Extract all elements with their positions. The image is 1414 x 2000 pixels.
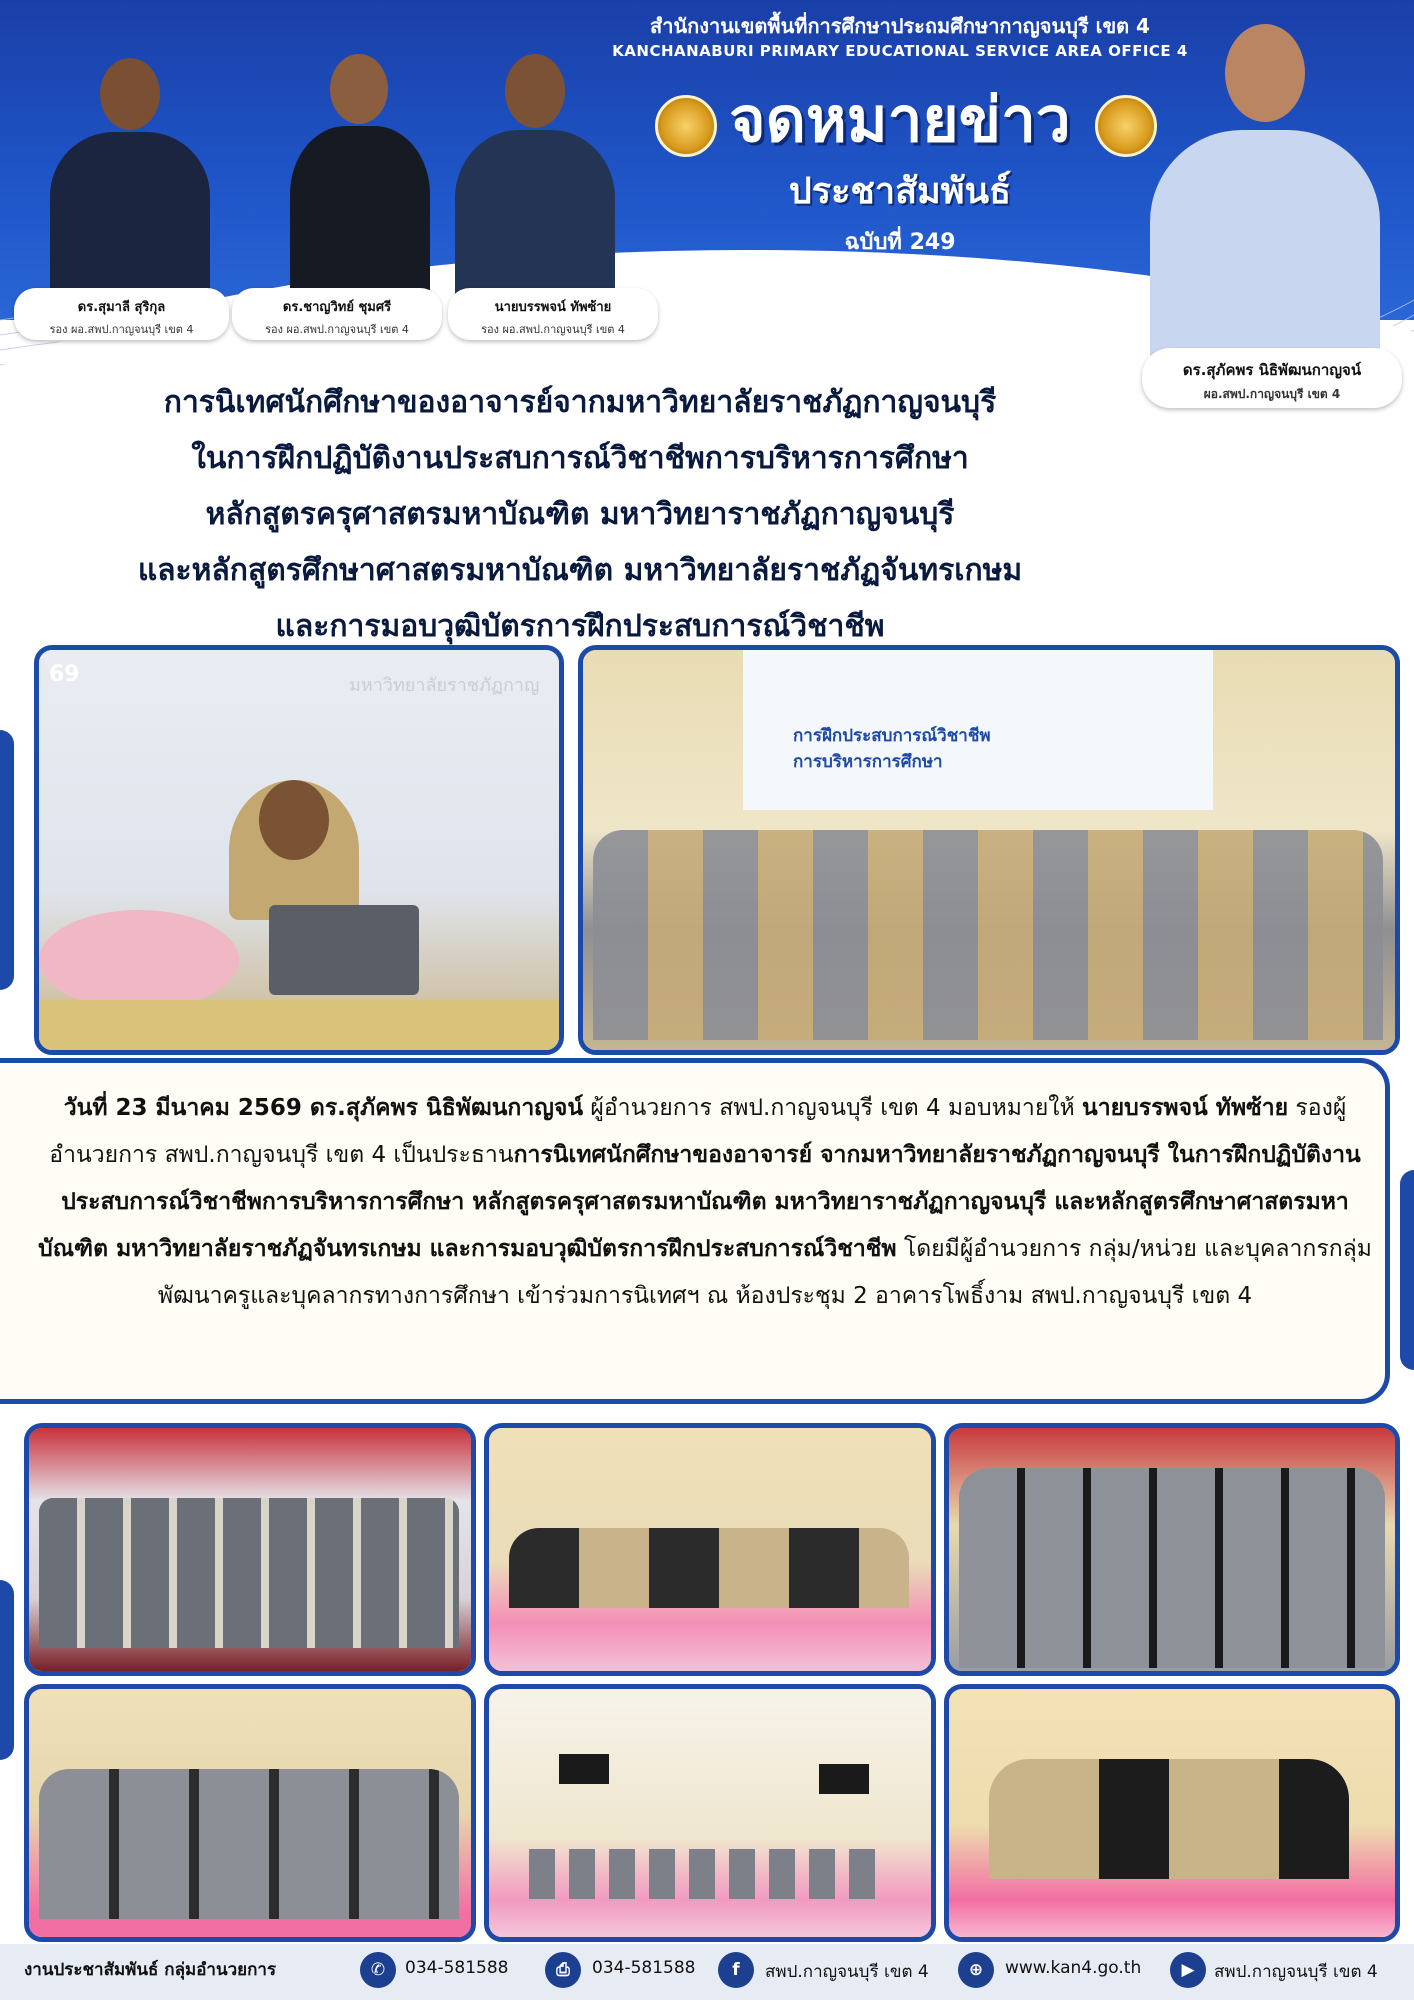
body-part1: ผู้อำนวยการ สพป.กาญจนบุรี เขต 4 มอบหมายให้	[583, 1095, 1075, 1121]
footer	[0, 1944, 1414, 2000]
portrait-deputy-1	[50, 50, 210, 290]
newsletter-subtitle: ประชาสัมพันธ์	[788, 171, 1012, 212]
slide-title: การฝึกประสบการณ์วิชาชีพ	[793, 726, 991, 746]
laptop-icon	[269, 905, 419, 995]
photo-meeting-3	[944, 1684, 1400, 1942]
side-tab-left-2	[0, 1580, 14, 1760]
body-topic-bold: การนิเทศนักศึกษาของอาจารย์ จากมหาวิทยาลัยราชภัฏกาญจนบุรี ในการฝึกปฏิบัติงานประสบการณ์วิชาชีพการบริหารการศึกษา หลักสูตรครุศาสตรมหาบัณฑิต มหาวิทยาราชภัฏกาญจนบุรี และหลักสูตรศึกษาศาสตรมหาบัณฑิต มหาวิทยาลัยราชภัฏจันทรเกษม และการมอบวุฒิบัตรการฝึกประสบการณ์วิชาชีพ	[38, 1142, 1361, 1262]
person-name: ดร.สุภัคพร นิธิพัฒนกาญจน์	[1182, 361, 1362, 379]
namecard-deputy-3	[448, 288, 658, 340]
side-tab-left	[0, 730, 14, 990]
footer-unit: งานประชาสัมพันธ์ กลุ่มอำนวยการ	[24, 1960, 277, 1980]
portrait-deputy-2	[290, 50, 430, 290]
certificate-recipients	[39, 1498, 459, 1648]
group-of-people	[593, 830, 1383, 1040]
footer-website[interactable]: www.kan4.go.th	[1005, 1958, 1142, 1978]
screen-caption: มหาวิทยาลัยราชภัฏกาญ	[349, 675, 540, 696]
portrait-director	[1150, 20, 1380, 350]
photo-certificates	[24, 1423, 476, 1676]
tv-screen-right	[819, 1764, 869, 1794]
body-text-box	[0, 1058, 1390, 1404]
tv-screen-left	[559, 1754, 609, 1784]
footer-fax: 034-581588	[592, 1958, 696, 1978]
globe-icon[interactable]: ⊕	[958, 1952, 994, 1988]
body-part2: รองผู้อำนวยการ สพป.กาญจนบุรี เขต 4 เป็นประธาน	[49, 1095, 1347, 1168]
portrait-deputy-3	[455, 50, 615, 290]
issue-date: วันที่ 23 มีนาคม 2569	[786, 268, 1014, 293]
issue-number: ฉบับที่ 249	[844, 230, 956, 255]
person-name: ดร.สุมาลี สุริกุล	[77, 300, 166, 315]
namecard-deputy-1	[14, 288, 229, 340]
facebook-icon[interactable]: f	[718, 1952, 754, 1988]
person-name: นายบรรพจน์ ทัพซ้าย	[494, 300, 612, 315]
official-head	[259, 780, 329, 860]
footer-youtube[interactable]: สพป.กาญจนบุรี เขต 4	[1214, 1962, 1378, 1982]
person-role: รอง ผอ.สพป.กาญจนบุรี เขต 4	[481, 323, 625, 336]
person-role: รอง ผอ.สพป.กาญจนบุรี เขต 4	[265, 323, 409, 336]
fax-icon: ⎙	[545, 1952, 581, 1988]
photo-students	[944, 1423, 1400, 1676]
newsletter-title: จดหมายข่าว	[729, 83, 1071, 156]
footer-phone: 034-581588	[405, 1958, 509, 1978]
flower-arrangement	[39, 910, 239, 1010]
body-part3: โดยมีผู้อำนวยการ กลุ่ม/หน่วย และบุคลากรกลุ่มพัฒนาครูและบุคลากรทางการศึกษา เข้าร่วมการนิเทศฯ ณ ห้องประชุม 2 อาคารโพธิ์งาม สพป.กาญจนบุรี เขต 4	[157, 1236, 1372, 1309]
student-group	[959, 1468, 1385, 1668]
office-name-th: สำนักงานเขตพื้นที่การศึกษาประถมศึกษากาญจนบุรี เขต 4	[650, 14, 1150, 38]
person-role: ผอ.สพป.กาญจนบุรี เขต 4	[1203, 387, 1341, 401]
phone-icon: ✆	[360, 1952, 396, 1988]
headline-line: การนิเทศนักศึกษาของอาจารย์จากมหาวิทยาลัยราชภัฏกาญจนบุรี	[163, 385, 997, 420]
projection-screen	[743, 650, 1213, 810]
headline-line: และการมอบวุฒิบัตรการฝึกประสบการณ์วิชาชีพ	[275, 609, 885, 644]
side-tab-right	[1400, 1170, 1414, 1370]
headline-line: ในการฝึกปฏิบัติงานประสบการณ์วิชาชีพการบริหารการศึกษา	[191, 441, 969, 476]
headline-line: หลักสูตรครุศาสตรมหาบัณฑิต มหาวิทยาราชภัฏกาญจนบุรี	[205, 497, 955, 532]
photo-meeting-2	[24, 1684, 476, 1942]
person-role: รอง ผอ.สพป.กาญจนบุรี เขต 4	[49, 323, 194, 336]
photo-meeting-room	[484, 1684, 936, 1942]
namecard-director	[1142, 348, 1402, 408]
youtube-icon[interactable]: ▶	[1170, 1952, 1206, 1988]
person-name: ดร.ชาญวิทย์ ชุมศรี	[282, 300, 392, 315]
room-participants	[529, 1849, 889, 1899]
screen-number: 69	[49, 662, 80, 687]
photo-presiding-official	[34, 645, 564, 1055]
seated-participants	[509, 1528, 909, 1608]
photo-meeting-1	[484, 1423, 936, 1676]
supervisors	[989, 1759, 1349, 1879]
slide-subtitle: การบริหารการศึกษา	[793, 752, 943, 772]
office-name-en: KANCHANABURI PRIMARY EDUCATIONAL SERVICE AREA OFFICE 4	[612, 42, 1188, 60]
photo-group	[578, 645, 1400, 1055]
body-paragraph	[35, 1085, 1375, 1320]
newsletter-header	[0, 0, 1414, 420]
table-skirt	[39, 1000, 559, 1050]
headline	[30, 375, 1130, 655]
namecard-deputy-2	[232, 288, 442, 340]
body-date-bold: วันที่ 23 มีนาคม 2569 ดร.สุภัคพร นิธิพัฒนกาญจน์	[63, 1095, 584, 1121]
footer-facebook[interactable]: สพป.กาญจนบุรี เขต 4	[765, 1962, 929, 1982]
body-name-bold: นายบรรพจน์ ทัพซ้าย	[1082, 1095, 1289, 1121]
seated-students	[39, 1769, 459, 1919]
headline-line: และหลักสูตรศึกษาศาสตรมหาบัณฑิต มหาวิทยาลัยราชภัฏจันทรเกษม	[137, 553, 1023, 588]
